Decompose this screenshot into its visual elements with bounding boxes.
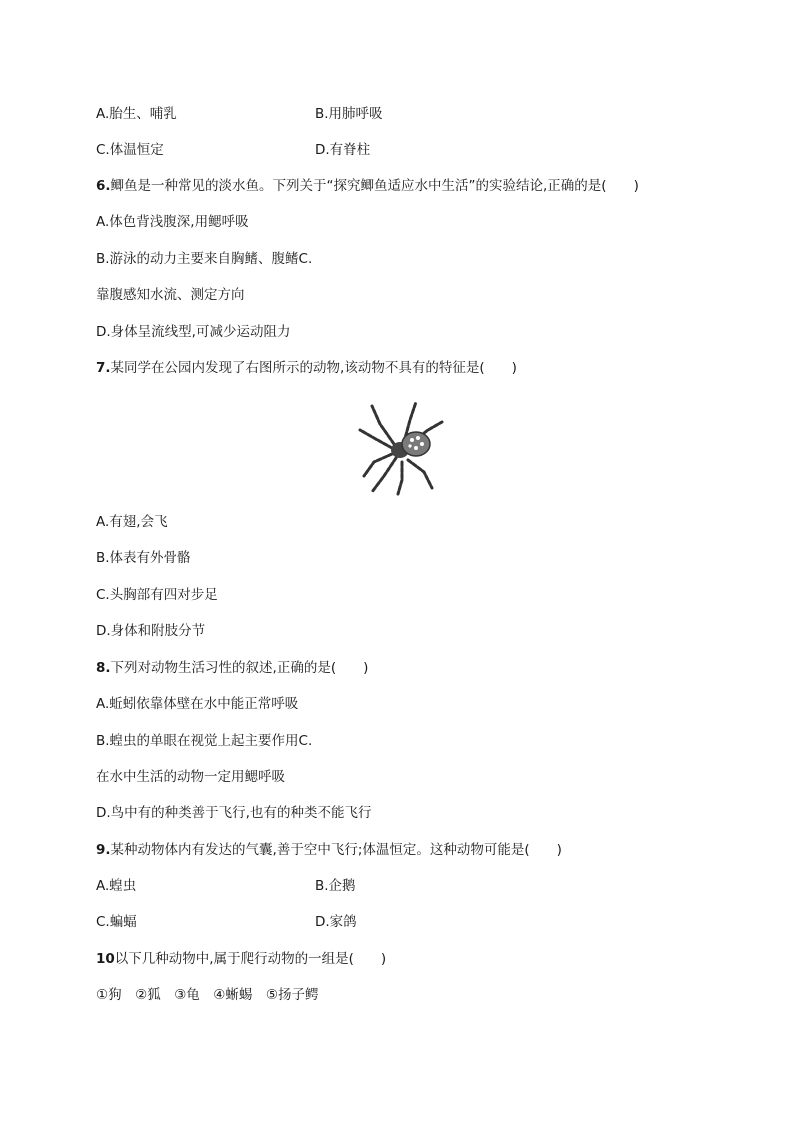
q7-option-a: A.有翅,会飞 — [96, 514, 168, 530]
q10-items: ①狗 ②狐 ③龟 ④蜥蜴 ⑤扬子鳄 — [96, 987, 319, 1003]
q5-option-row-2 — [96, 141, 371, 159]
q9-stem — [96, 841, 562, 859]
q9-option-a: A.蝗虫 — [96, 878, 137, 894]
q6-text: 鲫鱼是一种常见的淡水鱼。下列关于“探究鲫鱼适应水中生活”的实验结论,正确的是( ) — [110, 178, 639, 194]
q9-number: 9. — [96, 842, 111, 858]
q8-text: 下列对动物生活习性的叙述,正确的是( ) — [110, 660, 369, 676]
q8-option-a: A.蚯蚓依靠体壁在水中能正常呼吸 — [96, 696, 299, 712]
q9-option-b: B.企鹅 — [315, 878, 356, 894]
q6-option-b: B.游泳的动力主要来自胸鳍、腹鳍C. — [96, 251, 313, 267]
q7-number: 7. — [96, 360, 111, 376]
q7-option-d: D.身体和附肢分节 — [96, 623, 206, 639]
q6-option-c: 靠腹感知水流、测定方向 — [96, 287, 245, 303]
q10-number: 10 — [96, 951, 115, 967]
q5-option-a: A.胎生、哺乳 — [96, 106, 177, 122]
q8-option-c: 在水中生活的动物一定用鳃呼吸 — [96, 769, 285, 785]
q8-option-b: B.蝗虫的单眼在视觉上起主要作用C. — [96, 733, 313, 749]
q5-option-row-1 — [96, 105, 383, 123]
q8-stem — [96, 659, 368, 677]
q9-text: 某种动物体内有发达的气囊,善于空中飞行;体温恒定。这种动物可能是( ) — [110, 842, 562, 858]
q9-option-row-2 — [96, 913, 357, 931]
q5-option-b: B.用肺呼吸 — [315, 106, 383, 122]
q7-stem — [96, 359, 517, 377]
q6-option-d: D.身体呈流线型,可减少运动阻力 — [96, 324, 291, 340]
q5-option-d: D.有脊柱 — [315, 142, 371, 158]
q10-stem — [96, 950, 386, 968]
q5-option-c: C.体温恒定 — [96, 142, 164, 158]
q6-option-a: A.体色背浅腹深,用鳃呼吸 — [96, 214, 249, 230]
q6-number: 6. — [96, 178, 111, 194]
q7-option-c: C.头胸部有四对步足 — [96, 587, 218, 603]
q8-option-d: D.鸟中有的种类善于飞行,也有的种类不能飞行 — [96, 805, 372, 821]
q7-text: 某同学在公园内发现了右图所示的动物,该动物不具有的特征是( ) — [110, 360, 517, 376]
q7-option-b: B.体表有外骨骼 — [96, 550, 191, 566]
q9-option-d: D.家鸽 — [315, 914, 357, 930]
q6-stem — [96, 177, 639, 195]
q9-option-row-1 — [96, 877, 356, 895]
spider-illustration-icon — [358, 400, 444, 496]
q9-option-c: C.蝙蝠 — [96, 914, 137, 930]
q10-text: 以下几种动物中,属于爬行动物的一组是( ) — [114, 951, 387, 967]
q8-number: 8. — [96, 660, 111, 676]
